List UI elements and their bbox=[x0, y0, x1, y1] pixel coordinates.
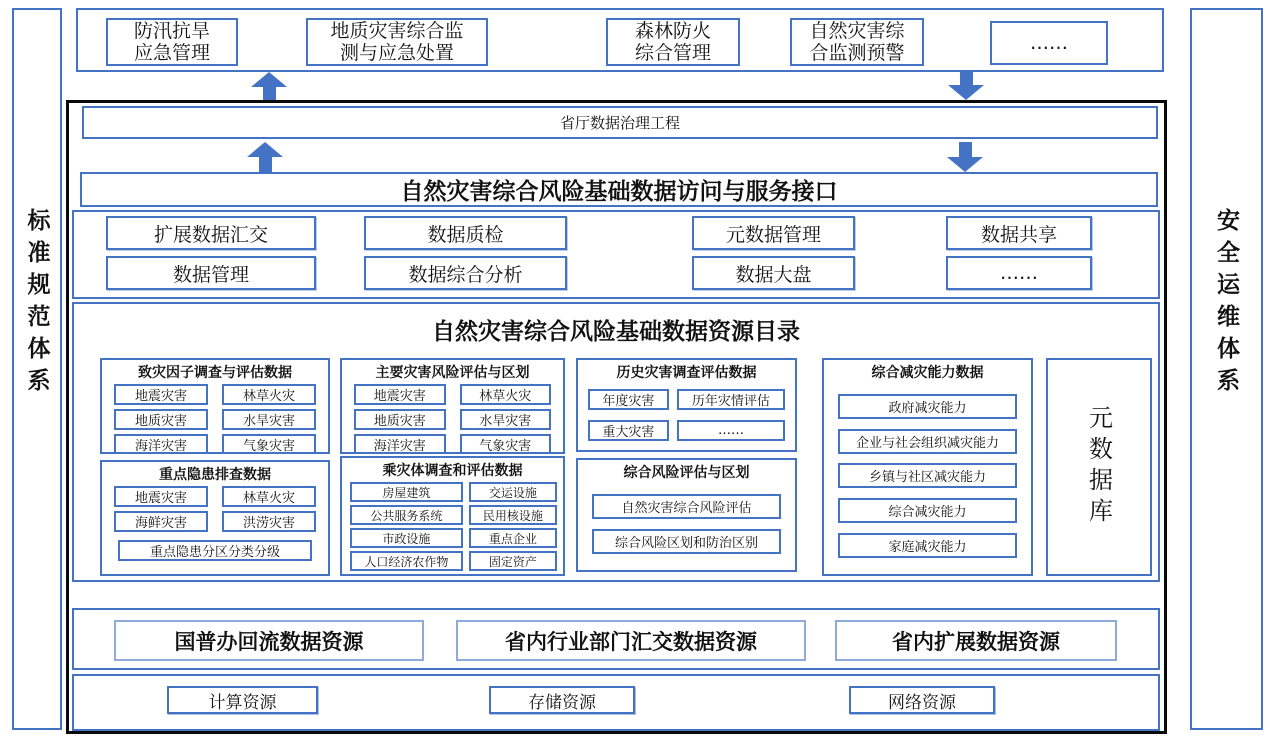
panel-major-risk bbox=[340, 358, 565, 454]
panel-comprehensive-risk bbox=[576, 458, 797, 572]
panel-title: 乘灾体调查和评估数据 bbox=[382, 463, 523, 479]
catalog-item: 地震灾害 bbox=[354, 384, 446, 405]
catalog-item: …… bbox=[677, 420, 785, 441]
catalog-item: 水旱灾害 bbox=[222, 409, 316, 430]
catalog-item: 固定资产 bbox=[469, 551, 557, 571]
catalog-item: 水旱灾害 bbox=[460, 409, 552, 430]
app-label-line: …… bbox=[1030, 32, 1068, 54]
catalog-item: 气象灾害 bbox=[222, 434, 316, 454]
catalog-item: 林草火灾 bbox=[222, 486, 316, 507]
app-box-geological-disaster bbox=[306, 18, 488, 66]
panel-title: 致灾因子调查与评估数据 bbox=[138, 365, 292, 381]
app-label-line: 测与应急处置 bbox=[339, 42, 454, 64]
app-label-line: 地质灾害综合监 bbox=[330, 20, 464, 42]
panel-bearing-body bbox=[340, 456, 565, 576]
infra-box-compute: 计算资源 bbox=[167, 686, 318, 714]
services-layer bbox=[72, 210, 1160, 299]
data-sources-layer bbox=[72, 608, 1160, 670]
arrow-head bbox=[247, 142, 283, 157]
down-arrow-icon bbox=[948, 72, 984, 100]
service-box-data-analysis: 数据综合分析 bbox=[364, 256, 567, 290]
panel-items bbox=[824, 382, 1031, 574]
panel-title: 主要灾害风险评估与区划 bbox=[375, 365, 530, 381]
app-label-line: 自然灾害综 bbox=[809, 20, 905, 42]
catalog-item: 海洋灾害 bbox=[114, 434, 208, 454]
panel-items bbox=[102, 382, 328, 454]
catalog-item: 重点企业 bbox=[469, 528, 557, 548]
panel-hidden-danger bbox=[100, 460, 330, 576]
catalog-item: 地震灾害 bbox=[114, 384, 208, 405]
panel-title: 历史灾害调查评估数据 bbox=[616, 365, 757, 381]
service-box-ellipsis: …… bbox=[946, 256, 1092, 290]
panel-items bbox=[342, 480, 563, 575]
interface-label: 自然灾害综合风险基础数据访问与服务接口 bbox=[400, 179, 838, 205]
app-box-flood-drought bbox=[106, 18, 238, 66]
catalog-item: 政府减灾能力 bbox=[838, 394, 1017, 419]
app-box-monitor-warning bbox=[790, 18, 924, 66]
up-arrow-icon bbox=[247, 142, 283, 172]
application-layer bbox=[76, 8, 1164, 72]
catalog-item-wide: 重点隐患分区分类分级 bbox=[118, 540, 312, 561]
service-box-data-quality-check: 数据质检 bbox=[364, 216, 567, 250]
platform-container bbox=[66, 100, 1167, 734]
arrow-stem bbox=[959, 142, 972, 157]
arrow-stem bbox=[259, 157, 272, 172]
catalog-item: 洪涝灾害 bbox=[222, 511, 316, 532]
panel-title: 综合减灾能力数据 bbox=[871, 365, 984, 381]
app-label-line: 综合管理 bbox=[634, 42, 711, 64]
security-ops-system-label: 安全运维体系 bbox=[1213, 208, 1239, 400]
up-arrow-icon bbox=[251, 72, 287, 100]
catalog-item: 企业与社会组织减灾能力 bbox=[838, 429, 1017, 454]
catalog-item: 房屋建筑 bbox=[350, 482, 463, 502]
catalog-item: 海洋灾害 bbox=[354, 434, 446, 454]
governance-label: 省厅数据治理工程 bbox=[559, 114, 680, 132]
source-box-provincial-extended-data: 省内扩展数据资源 bbox=[835, 620, 1117, 661]
app-label-line: 合监测预警 bbox=[809, 42, 905, 64]
catalog-item: 综合减灾能力 bbox=[838, 498, 1017, 523]
arrow-stem bbox=[263, 87, 276, 100]
service-box-extended-data-submission: 扩展数据汇交 bbox=[106, 216, 316, 250]
security-ops-system-bar bbox=[1190, 8, 1263, 730]
app-label-line: 防汛抗旱 bbox=[133, 20, 210, 42]
catalog-item: 家庭减灾能力 bbox=[838, 533, 1017, 558]
catalog-title: 自然灾害综合风险基础数据资源目录 bbox=[432, 319, 800, 345]
catalog-item: 地质灾害 bbox=[114, 409, 208, 430]
panel-metadata-database bbox=[1046, 358, 1152, 576]
panel-mitigation-capability bbox=[822, 358, 1033, 576]
catalog-item: 公共服务系统 bbox=[350, 505, 463, 525]
catalog-item: 交运设施 bbox=[469, 482, 557, 502]
catalog-item: 地震灾害 bbox=[114, 486, 208, 507]
app-box-forest-fire bbox=[606, 18, 740, 66]
catalog-item: 自然灾害综合风险评估 bbox=[592, 494, 781, 519]
standards-system-bar bbox=[12, 8, 62, 730]
catalog-item: 民用核设施 bbox=[469, 505, 557, 525]
catalog-item: 乡镇与社区减灾能力 bbox=[838, 463, 1017, 488]
panel-title: 重点隐患排查数据 bbox=[159, 467, 271, 483]
metadata-database-label: 元数据库 bbox=[1084, 405, 1113, 529]
data-access-interface-bar bbox=[80, 172, 1158, 207]
arrow-head bbox=[947, 157, 983, 172]
panel-items bbox=[578, 482, 795, 570]
catalog-item: 重大灾害 bbox=[588, 420, 669, 441]
panel-history-disaster bbox=[576, 358, 797, 452]
app-label-line: 应急管理 bbox=[133, 42, 210, 64]
arrow-stem bbox=[960, 72, 973, 85]
infrastructure-layer bbox=[72, 674, 1160, 731]
catalog-item: 气象灾害 bbox=[460, 434, 552, 454]
catalog-item: 林草火灾 bbox=[222, 384, 316, 405]
panel-items bbox=[342, 382, 563, 454]
arrow-head bbox=[251, 72, 287, 87]
catalog-item: 海鲜灾害 bbox=[114, 511, 208, 532]
source-box-national-return-data: 国普办回流数据资源 bbox=[114, 620, 424, 661]
service-box-metadata-management: 元数据管理 bbox=[692, 216, 855, 250]
catalog-item: 人口经济农作物 bbox=[350, 551, 463, 571]
service-box-data-management: 数据管理 bbox=[106, 256, 316, 290]
catalog-item: 历年灾情评估 bbox=[677, 389, 785, 410]
catalog-item: 综合风险区划和防治区别 bbox=[592, 529, 781, 554]
panel-items bbox=[578, 382, 795, 450]
catalog-item: 市政设施 bbox=[350, 528, 463, 548]
panel-items bbox=[102, 484, 328, 536]
app-label-line: 森林防火 bbox=[634, 20, 711, 42]
governance-bar bbox=[82, 106, 1158, 139]
catalog-item: 林草火灾 bbox=[460, 384, 552, 405]
infra-box-network: 网络资源 bbox=[849, 686, 995, 714]
standards-system-label: 标准规范体系 bbox=[23, 208, 50, 400]
panel-title: 综合风险评估与区划 bbox=[623, 465, 750, 481]
service-box-data-sharing: 数据共享 bbox=[946, 216, 1092, 250]
infra-box-storage: 存储资源 bbox=[489, 686, 635, 714]
arrow-head bbox=[948, 85, 984, 100]
app-box-ellipsis bbox=[990, 21, 1108, 65]
catalog-item: 年度灾害 bbox=[588, 389, 669, 410]
data-resource-catalog bbox=[72, 302, 1160, 582]
source-box-provincial-industry-data: 省内行业部门汇交数据资源 bbox=[456, 620, 806, 661]
catalog-item: 地质灾害 bbox=[354, 409, 446, 430]
service-box-data-dashboard: 数据大盘 bbox=[692, 256, 855, 290]
down-arrow-icon bbox=[947, 142, 983, 172]
panel-hazard-factor bbox=[100, 358, 330, 454]
